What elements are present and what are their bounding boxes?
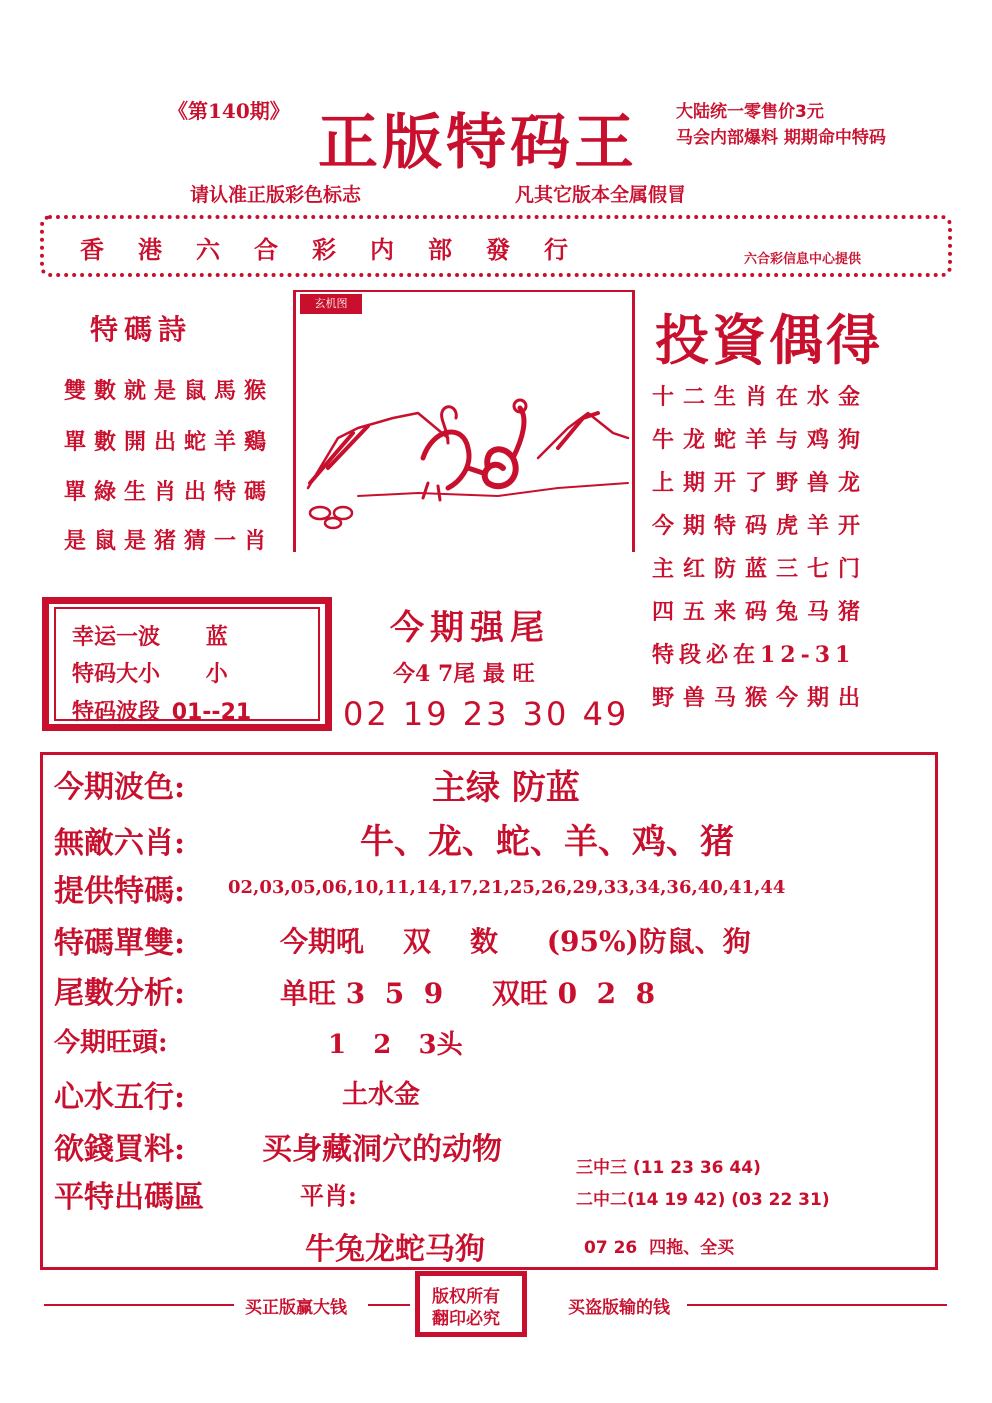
lucky-row	[72, 695, 251, 726]
picture-stamp: 玄机图	[300, 294, 362, 314]
money-value: 买身藏洞穴的动物	[262, 1132, 502, 1167]
codes-label: 提供特碼:	[54, 874, 186, 909]
wave-label: 今期波色:	[54, 770, 186, 805]
notice-right: 凡其它版本全属假冒	[515, 184, 687, 206]
invest-line: 主红防蓝三七门	[652, 556, 870, 582]
five-value: 土水金	[342, 1080, 421, 1110]
issue-number: 《第140期》	[168, 99, 290, 123]
combo-two: 二中二(14 19 42) (03 22 31)	[576, 1190, 830, 1210]
six-label: 無敵六肖:	[54, 826, 186, 861]
poem-line: 單綠生肖出特碼	[64, 479, 275, 505]
copyright-line2: 翻印必究	[432, 1309, 500, 1329]
banner-text: 香港六合彩内部發行	[80, 235, 602, 264]
invest-line: 野兽马猴今期出	[652, 685, 870, 711]
flat-animals: 牛兔龙蛇马狗	[305, 1232, 485, 1267]
five-label: 心水五行:	[54, 1080, 186, 1115]
invest-line: 牛龙蛇羊与鸡狗	[652, 427, 870, 453]
footer-left-slogan: 买正版赢大钱	[245, 1298, 347, 1318]
footer-rule-left	[44, 1304, 234, 1306]
oddeven-value: 今期吼 双 数 (95%)防鼠、狗	[280, 925, 751, 958]
price-line: 大陆统一零售价3元	[676, 102, 824, 122]
strong-tail-numbers: 02 19 23 30 49	[343, 695, 630, 733]
six-value: 牛、龙、蛇、羊、鸡、猪	[360, 822, 734, 862]
codes-value: 02,03,05,06,10,11,14,17,21,25,26,29,33,34,36,40,41,44	[228, 877, 786, 898]
invest-line: 今期特码虎羊开	[652, 513, 870, 539]
invest-line: 特段必在12-31	[652, 642, 856, 668]
copyright-line1: 版权所有	[432, 1287, 500, 1307]
lucky-label: 特码波段	[72, 699, 161, 725]
money-label: 欲錢買料:	[54, 1132, 186, 1167]
lucky-value: 01--21	[171, 700, 252, 725]
inside-line: 马会内部爆料 期期命中特码	[676, 128, 886, 148]
flat-sub: 平肖:	[300, 1181, 357, 1210]
lucky-label: 特码大小	[72, 661, 161, 687]
lucky-row	[72, 657, 228, 688]
strong-tail-title: 今期强尾	[390, 608, 550, 648]
wave-value: 主绿 防蓝	[432, 768, 580, 808]
invest-line: 上期开了野兽龙	[652, 470, 870, 496]
lucky-label: 幸运一波	[72, 624, 161, 650]
combo-three: 三中三 (11 23 36 44)	[576, 1158, 761, 1178]
page-title: 正版特码王	[318, 108, 638, 178]
notice-left: 请认准正版彩色标志	[190, 184, 362, 206]
poem-line: 是鼠是猪猜一肖	[64, 528, 275, 554]
poem-line: 雙數就是鼠馬猴	[64, 378, 275, 404]
dragon-mountain-drawing	[298, 318, 632, 550]
invest-line: 十二生肖在水金	[652, 384, 870, 410]
poem-title: 特碼詩	[90, 313, 193, 346]
head-value: 1 2 3头	[328, 1030, 463, 1060]
head-label: 今期旺頭:	[54, 1028, 168, 1058]
poem-line: 單數開出蛇羊鷄	[64, 429, 275, 455]
invest-line: 四五来码兔马猪	[652, 599, 870, 625]
invest-title: 投資偶得	[655, 308, 883, 372]
combo-drag: 07 26 四拖、全买	[584, 1238, 735, 1258]
tail-value: 单旺 3 5 9 双旺 0 2 8	[280, 977, 656, 1010]
lucky-value: 小	[205, 661, 228, 687]
footer-rule-left-short	[368, 1304, 410, 1306]
tail-label: 尾數分析:	[54, 976, 186, 1011]
oddeven-label: 特碼單雙:	[54, 926, 186, 961]
lucky-value: 蓝	[205, 624, 228, 650]
lucky-row	[72, 620, 228, 651]
footer-rule-right	[687, 1304, 947, 1306]
flat-label: 平特出碼區	[54, 1180, 204, 1215]
strong-tail-sub: 今4 7尾 最 旺	[393, 661, 535, 687]
banner-sub: 六合彩信息中心提供	[744, 252, 862, 267]
footer-right-slogan: 买盗版输的钱	[568, 1298, 670, 1318]
